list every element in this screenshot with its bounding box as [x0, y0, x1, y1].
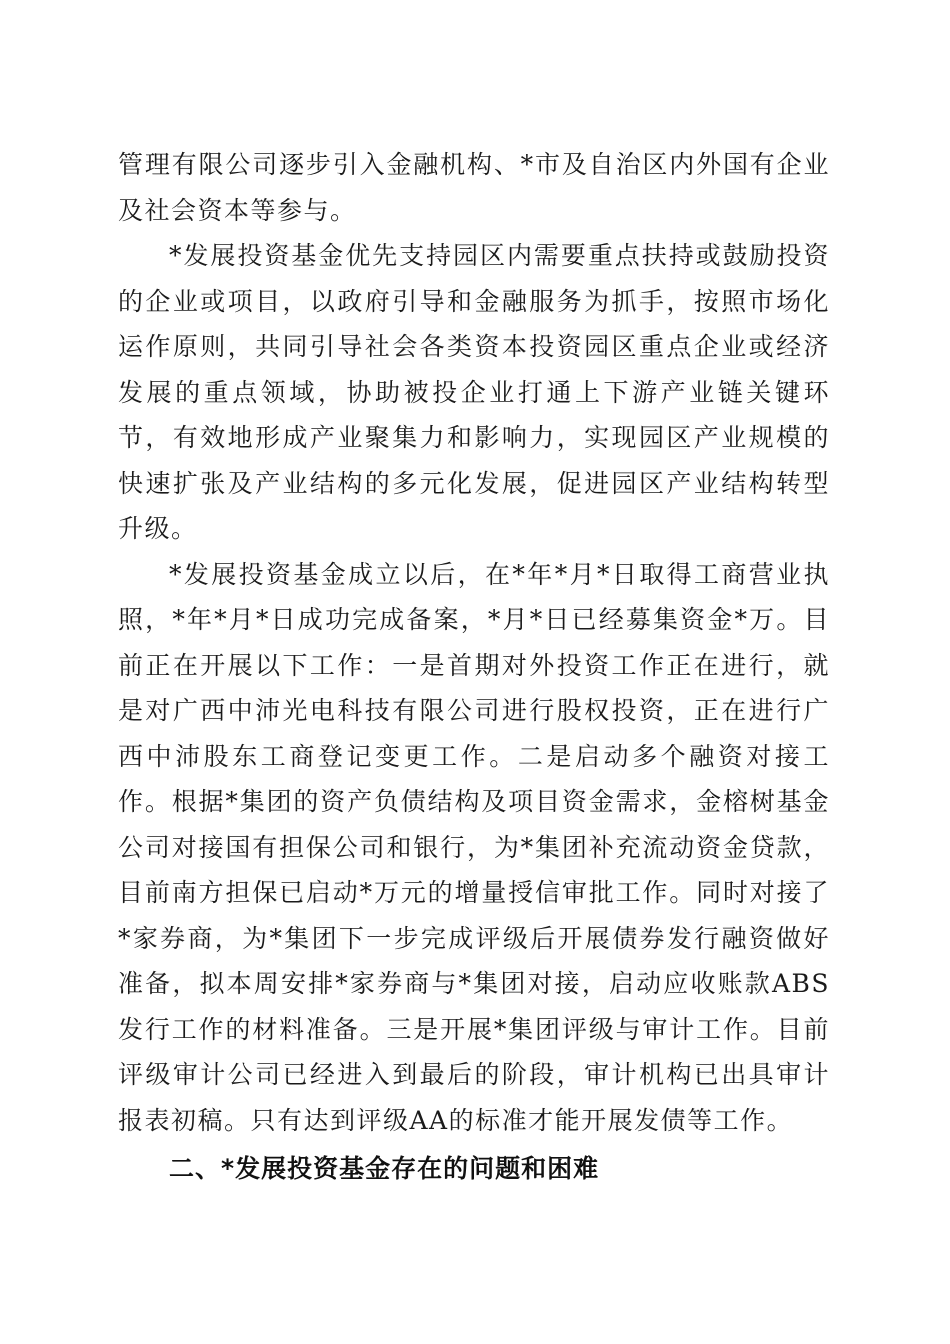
paragraph-fund-progress: *发展投资基金成立以后，在*年*月*日取得工商营业执照，*年*月*日成功完成备案，*月*日已经募集资金*万。目前正在开展以下工作：一是首期对外投资工作正在进行，就是对广西中沛光电科技有限公司进行股权投资，正在进行广西中沛股东工商登记变更工作。二是启动多个融资对接工作。根据*集团的资产负债结构及项目资金需求，金榕树基金公司对接国有担保公司和银行，为*集团补充流动资金贷款，目前南方担保已启动*万元的增量授信审批工作。同时对接了*家券商，为*集团下一步完成评级后开展债券发行融资做好准备，拟本周安排*家券商与*集团对接，启动应收账款ABS发行工作的材料准备。三是开展*集团评级与审计工作。目前评级审计公司已经进入到最后的阶段，审计机构已出具审计报表初稿。只有达到评级AA的标准才能开展发债等工作。 [118, 559, 830, 1135]
section-heading: 二、*发展投资基金存在的问题和困难 [169, 1154, 600, 1183]
paragraph-continuation: 管理有限公司逐步引入金融机构、*市及自治区内外国有企业及社会资本等参与。 [118, 150, 830, 225]
paragraph-fund-support: *发展投资基金优先支持园区内需要重点扶持或鼓励投资的企业或项目，以政府引导和金融服务为抓手，按照市场化运作原则，共同引导社会各类资本投资园区重点企业或经济发展的重点领域，协助被投企业打通上下游产业链关键环节，有效地形成产业聚集力和影响力，实现园区产业规模的快速扩张及产业结构的多元化发展，促进园区产业结构转型升级。 [118, 241, 830, 543]
document-body [118, 142, 830, 1192]
